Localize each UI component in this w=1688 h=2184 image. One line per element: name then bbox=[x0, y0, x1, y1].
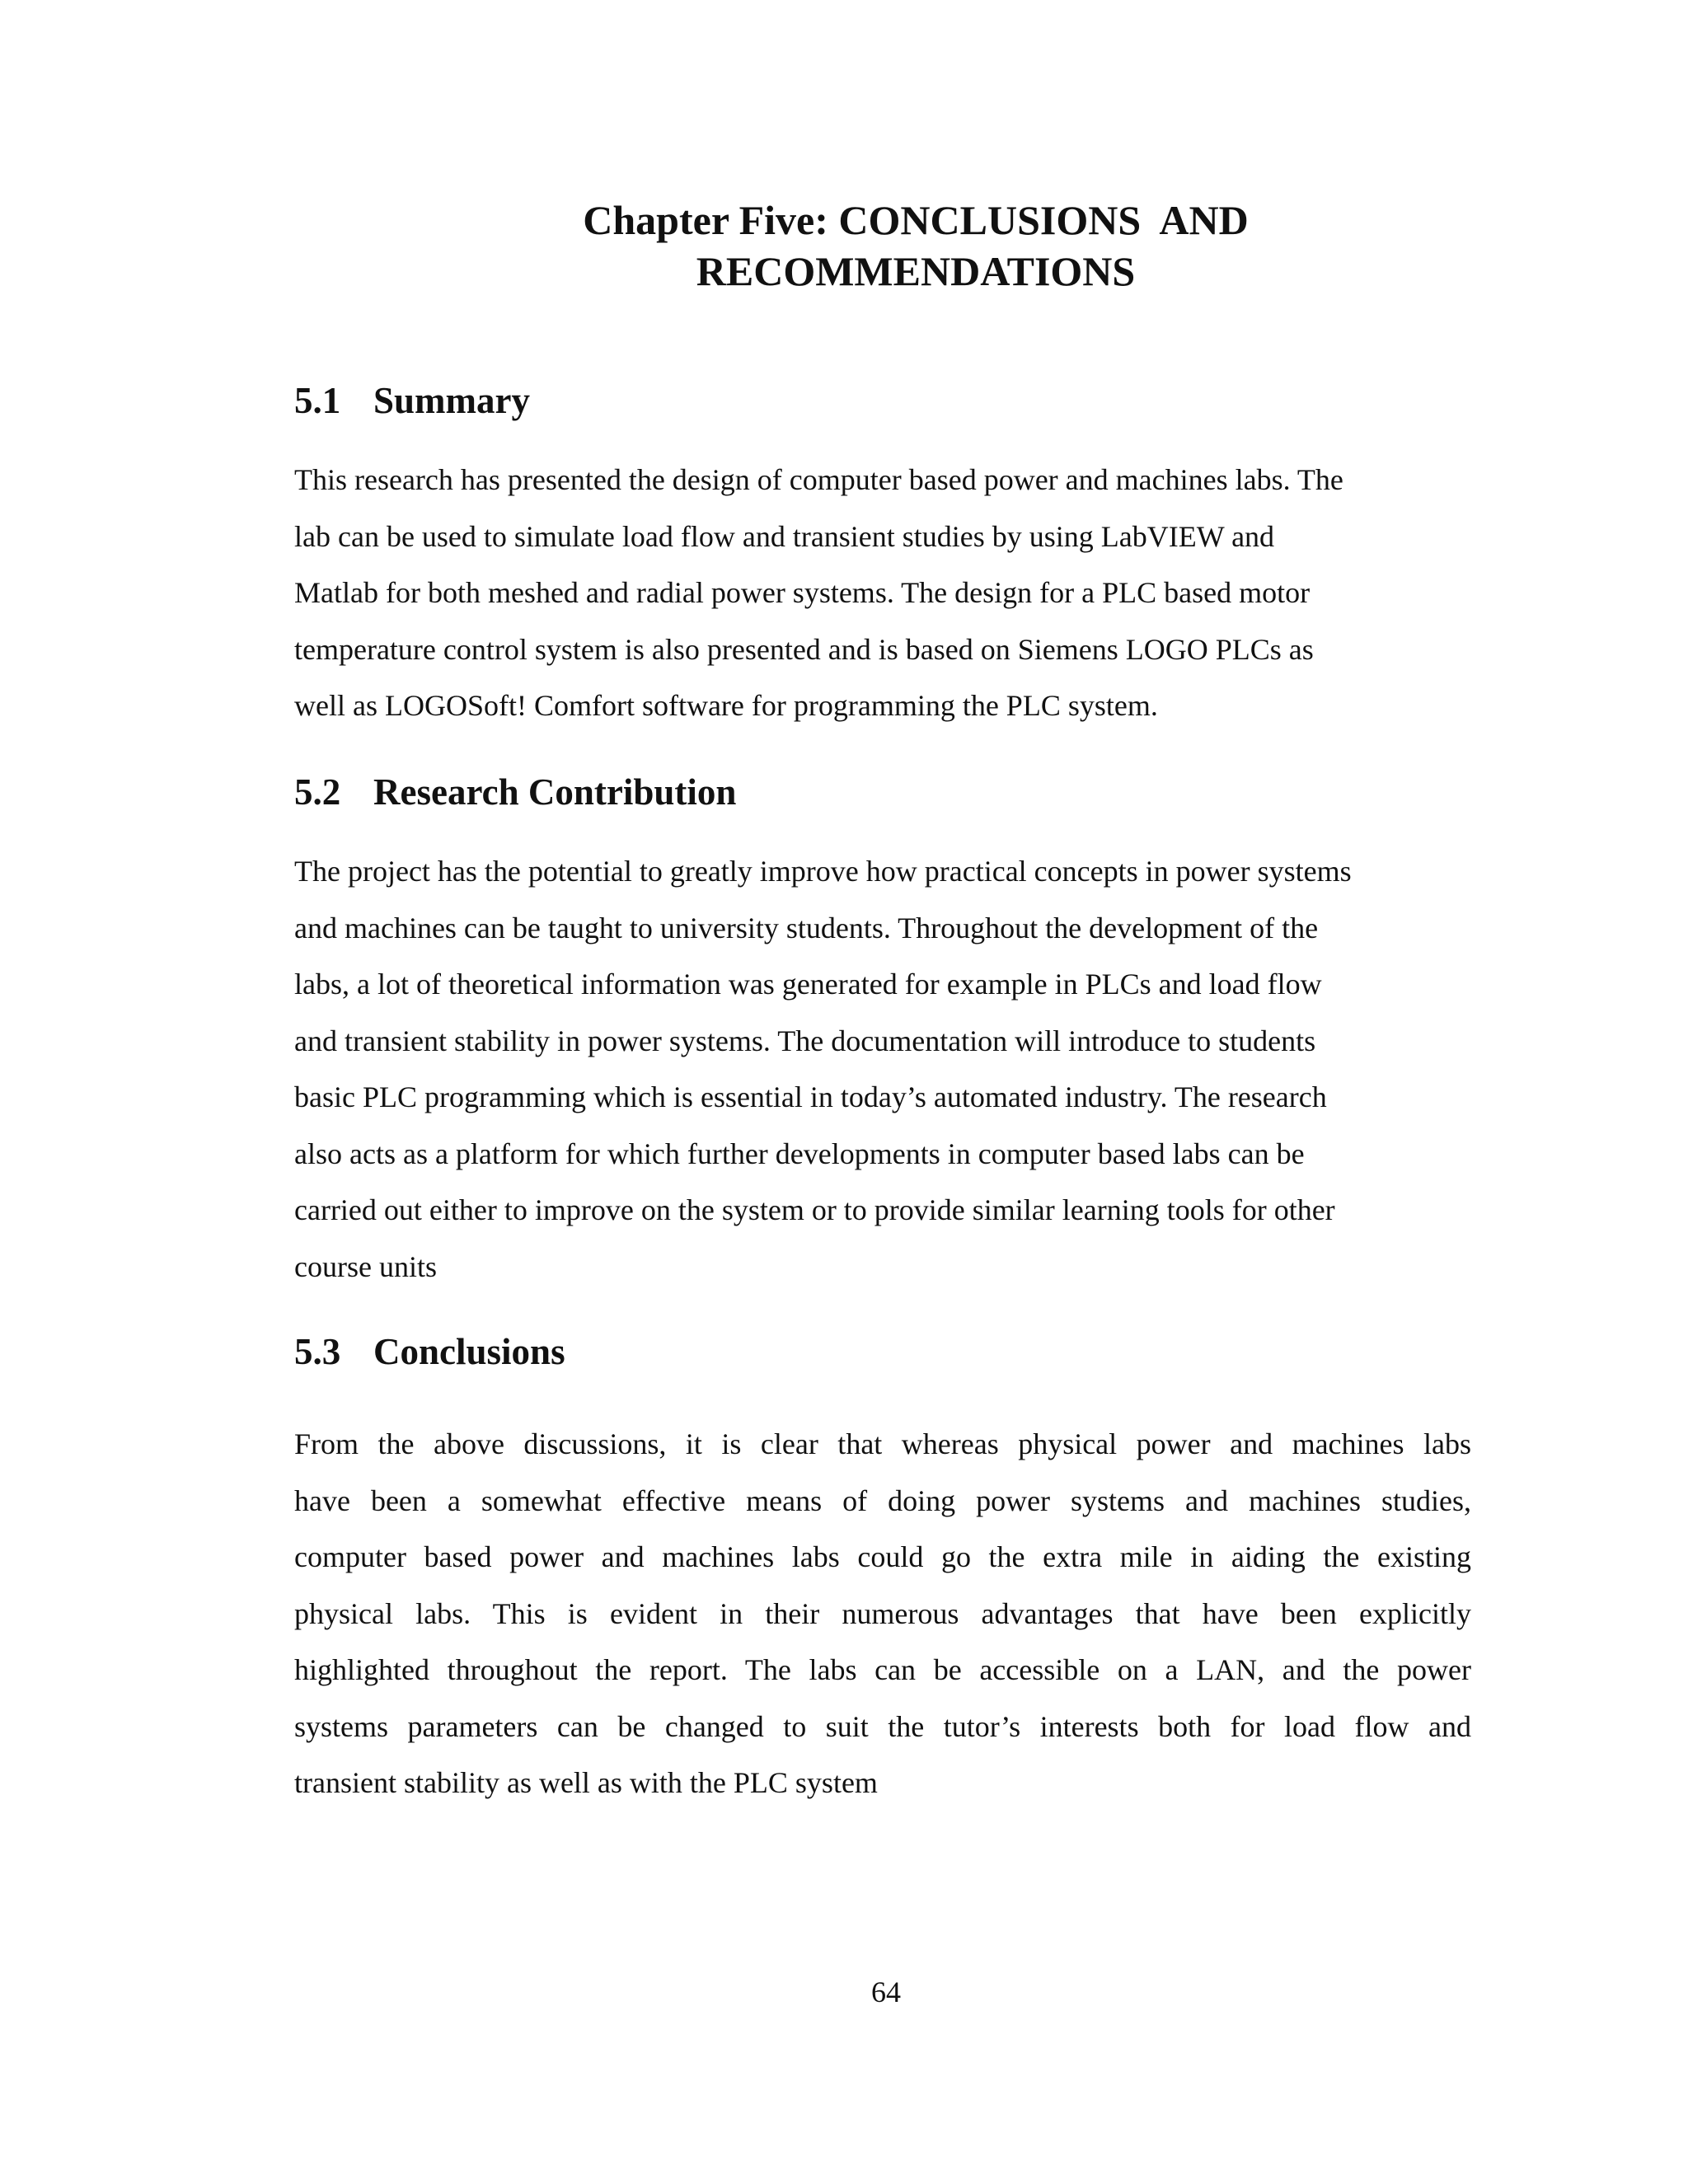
paragraph-line: well as LOGOSoft! Comfort software for programming the PLC system. bbox=[294, 689, 1158, 722]
paragraph-line: highlighted throughout the report. The labs can be accessible on a LAN, and the power bbox=[294, 1653, 1471, 1686]
paragraph-line: also acts as a platform for which further developments in computer based labs can be bbox=[294, 1137, 1305, 1170]
section-heading-summary bbox=[294, 377, 530, 424]
paragraph-line: and transient stability in power systems. The documentation will introduce to students bbox=[294, 1024, 1316, 1057]
section-number: 5.1 bbox=[294, 380, 341, 421]
section-title: Summary bbox=[373, 380, 530, 421]
section-title: Research Contribution bbox=[373, 771, 737, 813]
section-number: 5.2 bbox=[294, 771, 341, 813]
paragraph-line: course units bbox=[294, 1249, 437, 1283]
paragraph-line: systems parameters can be changed to suit the tutor’s interests both for load flow and bbox=[294, 1709, 1471, 1743]
paragraph-line: have been a somewhat effective means of doing power systems and machines studies, bbox=[294, 1483, 1471, 1517]
paragraph-line: transient stability as well as with the PLC system bbox=[294, 1766, 878, 1799]
chapter-title bbox=[294, 194, 1537, 297]
paragraph-line: labs, a lot of theoretical information was generated for example in PLCs and load flow bbox=[294, 968, 1322, 1001]
section-number: 5.3 bbox=[294, 1331, 341, 1372]
chapter-title-line-2: RECOMMENDATIONS bbox=[696, 248, 1136, 294]
section-heading-research-contribution bbox=[294, 769, 736, 815]
paragraph-line: The project has the potential to greatly improve how practical concepts in power systems bbox=[294, 855, 1352, 888]
page-number: 64 bbox=[871, 1975, 901, 2008]
paragraph-line: Matlab for both meshed and radial power systems. The design for a PLC based motor bbox=[294, 576, 1311, 609]
paragraph-line: From the above discussions, it is clear that whereas physical power and machines labs bbox=[294, 1427, 1471, 1460]
paragraph-line: basic PLC programming which is essential in today’s automated industry. The research bbox=[294, 1080, 1327, 1113]
paragraph-line: This research has presented the design of computer based power and machines labs. The bbox=[294, 463, 1343, 496]
paragraph-line: temperature control system is also presented and is based on Siemens LOGO PLCs as bbox=[294, 632, 1314, 666]
chapter-title-line-1: Chapter Five: CONCLUSIONS AND bbox=[583, 197, 1249, 243]
conclusions-paragraph bbox=[294, 1416, 1471, 1811]
paragraph-line: carried out either to improve on the system or to provide similar learning tools for other bbox=[294, 1193, 1335, 1226]
section-title: Conclusions bbox=[373, 1331, 565, 1372]
paragraph-line: physical labs. This is evident in their numerous advantages that have been explicitly bbox=[294, 1596, 1471, 1630]
paragraph-line: computer based power and machines labs could go the extra mile in aiding the existing bbox=[294, 1540, 1471, 1573]
research-contribution-paragraph bbox=[294, 843, 1481, 1295]
paragraph-line: and machines can be taught to university students. Throughout the development of the bbox=[294, 911, 1319, 944]
paragraph-line: lab can be used to simulate load flow and transient studies by using LabVIEW and bbox=[294, 519, 1275, 553]
summary-paragraph bbox=[294, 452, 1481, 734]
section-heading-conclusions bbox=[294, 1329, 565, 1375]
